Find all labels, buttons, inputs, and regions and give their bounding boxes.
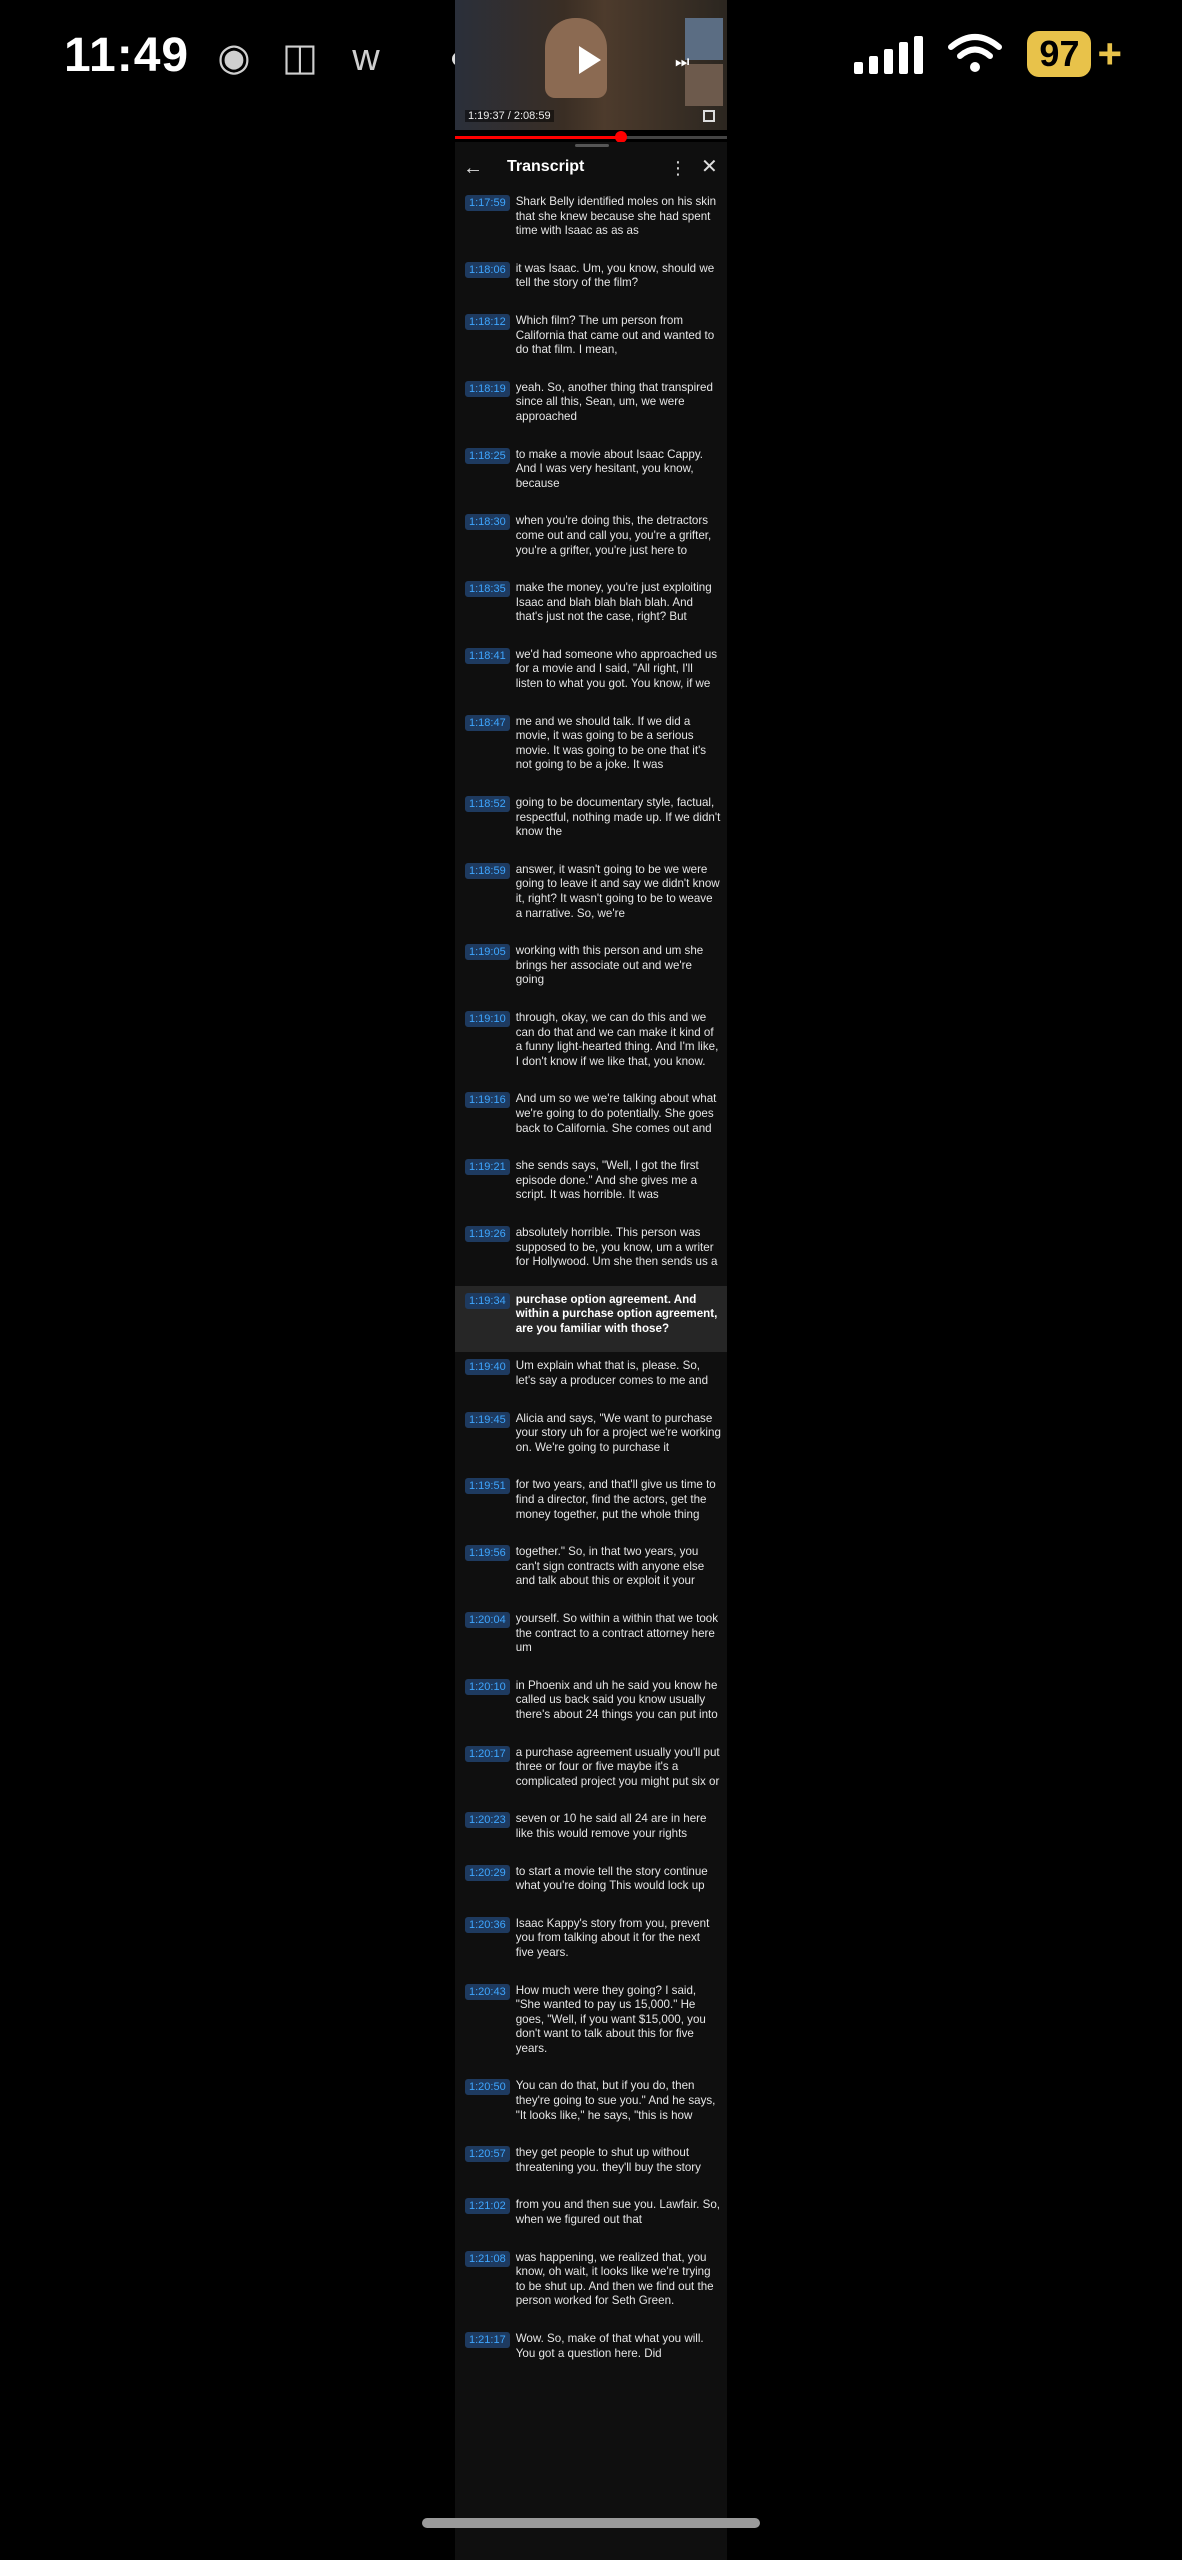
segment-text: And um so we we're talking about what we're going to do potentially. She goes back to California. She comes out and	[515, 1092, 717, 1135]
segment-text: me and we should talk. If we did a movie, it was going to be a serious movie. It was going to be one that it's not going to be a joke. It was	[515, 714, 707, 772]
more-vert-icon[interactable]: ⋮	[669, 158, 687, 178]
segment-timestamp[interactable]: 1:19:45	[465, 1412, 510, 1428]
segment-timestamp[interactable]: 1:19:10	[465, 1011, 510, 1027]
status-time: 11:49	[64, 29, 190, 82]
segment-text: yeah. So, another thing that transpired since all this, Sean, um, we were approached	[515, 380, 713, 423]
notification-icons	[212, 36, 388, 80]
carrier-w-icon: w	[352, 37, 380, 79]
transcript-segment[interactable]	[455, 1085, 727, 1152]
transcript-segment[interactable]	[455, 574, 727, 641]
segment-timestamp[interactable]: 1:19:34	[465, 1293, 510, 1309]
segment-text: from you and then sue you. Lawfair. So, when we figured out that	[515, 2198, 721, 2227]
transcript-segment[interactable]	[455, 1910, 727, 1977]
back-arrow-icon[interactable]: ←	[463, 157, 483, 179]
transcript-segment[interactable]	[455, 1739, 727, 1806]
segment-timestamp[interactable]: 1:19:26	[465, 1226, 510, 1242]
segment-timestamp[interactable]: 1:18:12	[465, 314, 510, 330]
transcript-segment[interactable]	[455, 1152, 727, 1219]
drag-handle[interactable]	[575, 144, 609, 147]
segment-timestamp[interactable]: 1:19:21	[465, 1159, 510, 1175]
video-inset-bottom	[685, 64, 723, 106]
segment-text: Alicia and says, "We want to purchase your story uh for a project we're working on. We're going to purchase it	[515, 1411, 721, 1454]
segment-text: Wow. So, make of that what you will. You got a question here. Did	[515, 2332, 704, 2360]
progress-fill	[455, 136, 621, 139]
transcript-segment[interactable]	[455, 1858, 727, 1910]
segment-text: working with this person and um she brings her associate out and we're going	[515, 944, 704, 987]
transcript-segment[interactable]	[455, 1538, 727, 1605]
segment-timestamp[interactable]: 1:21:02	[465, 2198, 510, 2214]
segment-timestamp[interactable]: 1:20:29	[465, 1865, 510, 1881]
transcript-segment[interactable]	[455, 255, 727, 307]
transcript-segment[interactable]	[455, 1352, 727, 1404]
segment-timestamp[interactable]: 1:18:52	[465, 796, 510, 812]
transcript-segment[interactable]	[455, 188, 727, 255]
transcript-segment-active[interactable]	[455, 1286, 727, 1353]
segment-text: when you're doing this, the detractors come out and call you, you're a grifter, you're a grifter, you're just here to	[515, 514, 712, 557]
segment-text: make the money, you're just exploiting Isaac and blah blah blah blah. And that's just not the case, right? But	[515, 581, 712, 624]
segment-text: together." So, in that two years, you can't sign contracts with anyone else and talk about this or exploit it your	[515, 1545, 705, 1588]
transcript-panel	[455, 142, 727, 2560]
segment-timestamp[interactable]: 1:20:36	[465, 1917, 510, 1933]
segment-text: seven or 10 he said all 24 are in here like this would remove your rights	[515, 1812, 707, 1840]
segment-timestamp[interactable]: 1:20:43	[465, 1984, 510, 2000]
video-player[interactable]	[455, 0, 727, 130]
messenger-icon: ◉	[217, 37, 251, 79]
transcript-title: Transcript	[507, 158, 585, 175]
transcript-segment[interactable]	[455, 1219, 727, 1286]
segment-text: absolutely horrible. This person was supposed to be, you know, um a writer for Hollywood. Um she then sends us a	[515, 1225, 718, 1269]
segment-text: to make a movie about Isaac Cappy. And I was very hesitant, you know, because	[515, 447, 704, 490]
segment-timestamp[interactable]: 1:18:25	[465, 448, 510, 464]
segment-text: in Phoenix and uh he said you know he called us back said you know usually there's about 24 things you can put into	[515, 1678, 718, 1721]
transcript-segment[interactable]	[455, 2072, 727, 2139]
segment-text: they get people to shut up without threatening you. they'll buy the story	[515, 2146, 701, 2174]
segment-timestamp[interactable]: 1:18:59	[465, 863, 510, 879]
transcript-segment[interactable]	[455, 789, 727, 856]
transcript-header	[455, 154, 727, 184]
transcript-segment[interactable]	[455, 1471, 727, 1538]
segment-timestamp[interactable]: 1:21:17	[465, 2332, 510, 2348]
segment-timestamp[interactable]: 1:20:17	[465, 1746, 510, 1762]
segment-timestamp[interactable]: 1:20:57	[465, 2146, 510, 2162]
segment-text: was happening, we realized that, you know, oh wait, it looks like we're trying to be shut up. And then we find out the person worked for Seth Green.	[515, 2250, 714, 2308]
segment-text: Isaac Kappy's story from you, prevent you from talking about it for the next five years.	[515, 1916, 710, 1959]
segment-timestamp[interactable]: 1:20:23	[465, 1812, 510, 1828]
segment-text: Um explain what that is, please. So, let's say a producer comes to me and	[515, 1359, 709, 1388]
segment-timestamp[interactable]: 1:18:30	[465, 514, 510, 530]
segment-text: it was Isaac. Um, you know, should we tell the story of the film?	[515, 261, 715, 290]
transcript-segment[interactable]	[455, 1004, 727, 1085]
battery-level: 97	[1027, 31, 1091, 77]
status-right-icons	[854, 30, 1122, 78]
segment-timestamp[interactable]: 1:18:41	[465, 648, 510, 664]
transcript-segment[interactable]	[455, 507, 727, 574]
signal-icon	[854, 34, 923, 74]
stack-app-icon: ◫	[282, 37, 318, 79]
segment-timestamp[interactable]: 1:20:10	[465, 1679, 510, 1695]
transcript-segment[interactable]	[455, 307, 727, 374]
wifi-icon	[947, 33, 1003, 75]
transcript-segment[interactable]	[455, 1977, 727, 2073]
segment-timestamp[interactable]: 1:18:19	[465, 381, 510, 397]
transcript-segment[interactable]	[455, 1405, 727, 1472]
transcript-segment[interactable]	[455, 1805, 727, 1857]
transcript-segment[interactable]	[455, 708, 727, 789]
segment-timestamp[interactable]: 1:19:56	[465, 1545, 510, 1561]
segment-text: You can do that, but if you do, then they're going to sue you." And he says, "It looks like," he says, "this is how	[515, 2079, 716, 2122]
home-indicator[interactable]	[422, 2518, 760, 2528]
fullscreen-icon[interactable]	[703, 110, 715, 122]
segment-timestamp[interactable]: 1:20:50	[465, 2079, 510, 2095]
segment-timestamp[interactable]: 1:18:47	[465, 715, 510, 731]
transcript-segment[interactable]	[455, 2191, 727, 2243]
segment-timestamp[interactable]: 1:21:08	[465, 2251, 510, 2267]
progress-bar[interactable]	[455, 136, 727, 139]
transcript-segment[interactable]	[455, 2244, 727, 2325]
battery-charging-icon: +	[1097, 30, 1122, 77]
transcript-segment[interactable]	[455, 441, 727, 508]
segment-timestamp[interactable]: 1:19:16	[465, 1092, 510, 1108]
time-readout: 1:19:37 / 2:08:59	[465, 110, 554, 122]
transcript-list	[455, 188, 727, 2377]
segment-timestamp[interactable]: 1:17:59	[465, 195, 510, 211]
segment-text: going to be documentary style, factual, respectful, nothing made up. If we didn't know the	[515, 796, 721, 839]
segment-text: How much were they going? I said, "She wanted to pay us 15,000." He goes, "Well, if you want $15,000, you don't want to talk about this for five years.	[515, 1983, 706, 2055]
transcript-segment[interactable]	[455, 937, 727, 1004]
segment-timestamp[interactable]: 1:18:06	[465, 262, 510, 278]
close-icon[interactable]: ✕	[701, 156, 718, 178]
next-icon[interactable]: ⏭	[675, 54, 690, 71]
transcript-segment[interactable]	[455, 1672, 727, 1739]
segment-text: she sends says, "Well, I got the first episode done." And she gives me a script. It was horrible. It was	[515, 1159, 699, 1202]
segment-timestamp[interactable]: 1:19:40	[465, 1359, 510, 1375]
transcript-segment[interactable]	[455, 641, 727, 708]
segment-timestamp[interactable]: 1:19:51	[465, 1478, 510, 1494]
segment-text: yourself. So within a within that we took the contract to a contract attorney here um	[515, 1612, 719, 1655]
segment-text: through, okay, we can do this and we can do that and we can make it kind of a funny light-hearted thing. And I'm like, I don't know if we like that, you know.	[515, 1010, 719, 1068]
segment-text: we'd had someone who approached us for a movie and I said, "All right, I'll listen to what you got. You know, if we	[515, 647, 718, 691]
segment-timestamp[interactable]: 1:18:35	[465, 581, 510, 597]
segment-text: for two years, and that'll give us time to find a director, find the actors, get the money together, put the whole thing	[515, 1478, 716, 1521]
transcript-segment[interactable]	[455, 374, 727, 441]
segment-text: to start a movie tell the story continue what you're doing This would lock up	[515, 1864, 708, 1893]
segment-text: Shark Belly identified moles on his skin that she knew because she had spent time with Isaac as as as	[515, 195, 717, 238]
transcript-segment[interactable]	[455, 2325, 727, 2377]
transcript-segment[interactable]	[455, 2139, 727, 2191]
transcript-segment[interactable]	[455, 1605, 727, 1672]
segment-text: answer, it wasn't going to be we were going to leave it and say we didn't know it, right? It wasn't going to be to weave a narrative. So, we're	[515, 862, 720, 920]
segment-text: a purchase agreement usually you'll put three or four or five maybe it's a complicated project you might put six or	[515, 1745, 720, 1788]
segment-timestamp[interactable]: 1:20:04	[465, 1612, 510, 1628]
segment-timestamp[interactable]: 1:19:05	[465, 944, 510, 960]
segment-text: purchase option agreement. And within a purchase option agreement, are you familiar with those?	[515, 1292, 718, 1335]
play-icon[interactable]	[579, 46, 601, 74]
segment-text: Which film? The um person from California that came out and wanted to do that film. I mean,	[515, 313, 715, 357]
video-inset-top	[685, 18, 723, 60]
transcript-segment[interactable]	[455, 856, 727, 937]
